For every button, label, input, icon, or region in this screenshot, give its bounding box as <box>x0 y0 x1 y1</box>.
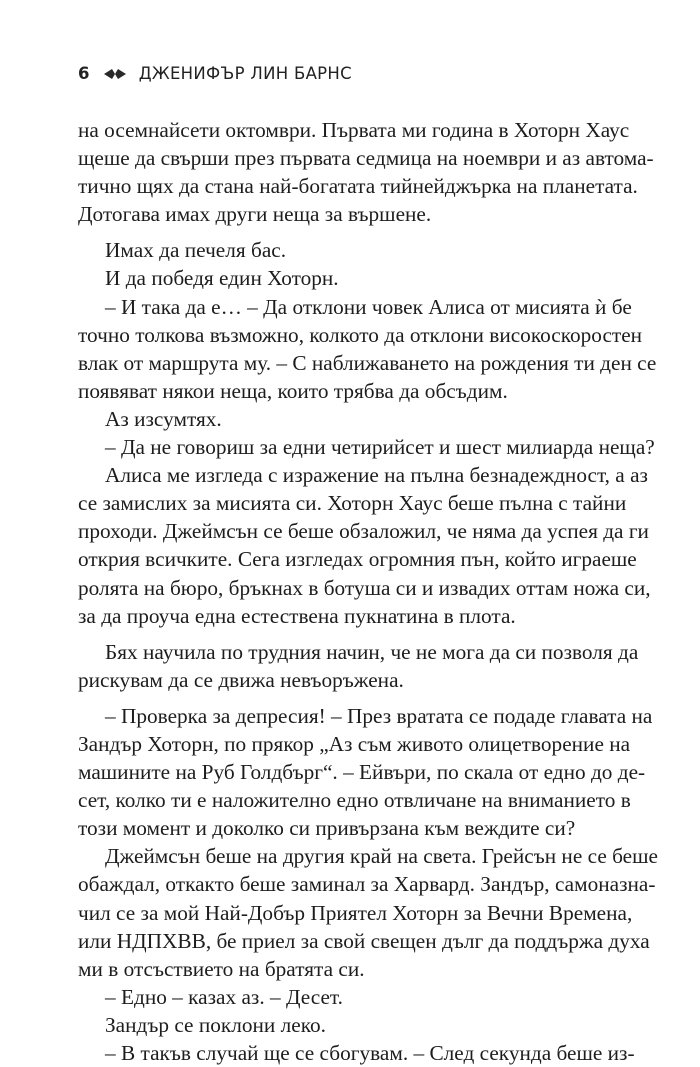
text-line: ролята на бюро, бръкнах в ботуша си и извадих оттам ножа си, <box>78 575 651 600</box>
paragraph <box>78 433 655 461</box>
paragraph <box>78 405 624 433</box>
page-number: 6 <box>78 64 90 83</box>
text-line: този момент и доколко си привързана към веждите си? <box>78 816 576 841</box>
paragraph <box>78 702 653 842</box>
text-line: тично щях да стана най-богатата тийнейджърка на планетата. <box>78 174 638 199</box>
paragraph-spacer <box>78 228 624 236</box>
text-line: – В такъв случай ще се сбогувам. – След секунда беше из- <box>105 1041 635 1065</box>
paragraph <box>78 638 639 694</box>
text-line: щеше да свърши през първата седмица на ноември и аз автома- <box>78 146 654 171</box>
text-line: за да проуча една естествена пукнатина в плота. <box>78 603 516 628</box>
text-line: Зандър Хоторн, по прякор „Аз съм живото олицетворение на <box>78 731 631 756</box>
text-line: появяват някои неща, които трябва да обсъдим. <box>78 378 508 403</box>
paragraph <box>78 264 624 292</box>
paragraph <box>78 1039 635 1067</box>
paragraph <box>78 116 654 228</box>
text-line: сет, колко ти е наложително едно отвличане на вниманието в <box>78 788 631 813</box>
paragraph <box>78 983 624 1011</box>
running-head: ДЖЕНИФЪР ЛИН БАРНС <box>138 64 352 83</box>
text-line: Зандър се поклони леко. <box>105 1012 326 1037</box>
paragraph-spacer <box>78 630 624 638</box>
paragraph <box>78 293 657 405</box>
body-text <box>78 116 658 1067</box>
text-line: проходи. Джеймсън се беше обзаложил, че няма да успея да ги <box>78 519 649 544</box>
text-line: Аз изсумтях. <box>105 406 222 431</box>
paragraph <box>78 842 658 982</box>
text-line: Имах да печеля бас. <box>105 238 287 263</box>
text-line: влак от маршрута му. – С наближаването на рождения ти ден се <box>78 350 657 375</box>
text-line: рискувам да се движа невъоръжена. <box>78 667 404 692</box>
paragraph <box>78 461 651 630</box>
paragraph-spacer <box>78 694 624 702</box>
text-line: Джеймсън беше на другия край на света. Грейсън не се беше <box>105 844 658 869</box>
text-line: машините на Руб Голдбърг“. – Ейвъри, по скала от едно до де- <box>78 760 646 785</box>
text-line: – Едно – казах аз. – Десет. <box>105 984 343 1009</box>
text-line: чил се за мой Най-Добър Приятел Хоторн за Вечни Времена, <box>78 900 633 925</box>
diamond-ornament-icon <box>104 68 126 80</box>
text-line: открия всичките. Сега изгледах огромния пън, който играеше <box>78 547 637 572</box>
text-line: точно толкова възможно, колкото да отклони високоскоростен <box>78 322 643 347</box>
text-line: обаждал, откакто беше заминал за Харвард. Зандър, самоназна- <box>78 872 656 897</box>
text-line: ми в отсъствието на братята си. <box>78 956 365 981</box>
text-line: – Проверка за депресия! – През вратата се подаде главата на <box>105 703 653 728</box>
text-line: Бях научила по трудния начин, че не мога да си позволя да <box>105 639 639 664</box>
text-line: Алиса ме изгледа с изражение на пълна безнадеждност, а аз <box>105 463 648 488</box>
text-line: И да победя един Хоторн. <box>105 266 339 291</box>
text-line: Дотогава имах други неща за вършене. <box>78 202 432 227</box>
text-line: на осемнайсети октомври. Първата ми година в Хоторн Хаус <box>78 118 630 142</box>
text-line: – И така да е… – Да отклони човек Алиса от мисията ѝ бе <box>105 294 632 319</box>
text-line: или НДПХВВ, бе приел за свой свещен дълг да поддържа духа <box>78 928 650 953</box>
text-line: – Да не говориш за едни четирийсет и шест милиарда неща? <box>105 435 655 460</box>
text-line: се замислих за мисията си. Хоторн Хаус беше пълна с тайни <box>78 491 627 516</box>
paragraph <box>78 1011 624 1039</box>
page-header <box>78 64 352 83</box>
paragraph <box>78 236 624 264</box>
